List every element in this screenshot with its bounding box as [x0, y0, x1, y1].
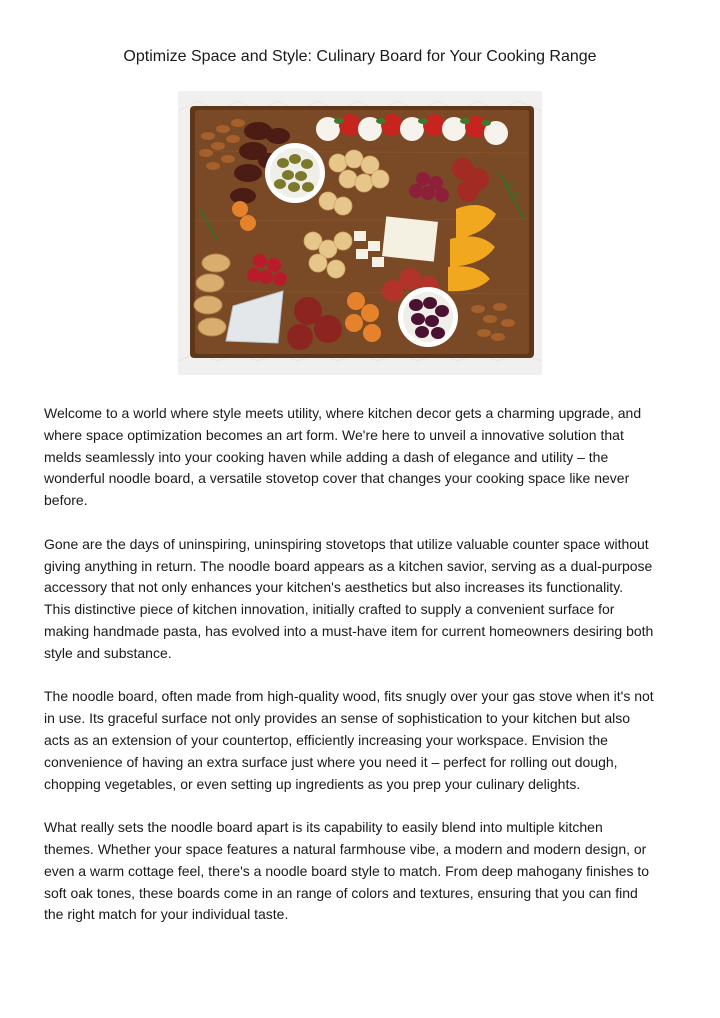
- paragraph-line: What really sets the noodle board apart is its capability to easily blend into multiple kitchen: [44, 819, 603, 836]
- paragraph-line: wonderful noodle board, a versatile stovetop cover that changes your cooking space like never: [44, 470, 630, 487]
- paragraph-line: even a warm cottage feel, there's a noodle board style to match. From deep mahogany finishes to: [44, 862, 650, 879]
- paragraph-line: giving anything in return. The noodle board appears as a kitchen savior, serving as a dual-purpose: [44, 557, 653, 574]
- paragraph-line: acts as an extension of your countertop, efficiently increasing your workspace. Envision the: [44, 731, 608, 748]
- article-body: [44, 403, 684, 948]
- page-title: Optimize Space and Style: Culinary Board for Your Cooking Range: [123, 48, 597, 65]
- paragraph-line: Welcome to a world where style meets utility, where kitchen decor gets a charming upgrade, and: [44, 405, 642, 421]
- paragraph-line: in use. Its graceful surface not only provides an sense of sophistication to your kitchen but also: [44, 710, 630, 727]
- paragraph-line: style and substance.: [44, 644, 172, 661]
- paragraph: [44, 403, 684, 512]
- paragraph-line: soft oak tones, these boards come in an range of colors and textures, ensuring that you can find: [44, 884, 638, 901]
- paragraph-line: before.: [44, 492, 88, 509]
- paragraph-line: themes. Whether your space features a natural farmhouse vibe, a modern and modern design, or: [44, 840, 647, 857]
- paragraph-line: Gone are the days of uninspiring, uninspiring stovetops that utilize valuable counter space without: [44, 535, 649, 552]
- paragraph: [44, 534, 684, 665]
- charcuterie-board-illustration: [178, 91, 542, 375]
- paragraph-line: convenience of having an extra surface just where you need it – perfect for rolling out dough,: [44, 753, 618, 770]
- paragraph-line: This distinctive piece of kitchen innovation, initially crafted to supply a convenient surface for: [44, 601, 615, 618]
- paragraph-line: chopping vegetables, or even setting up ingredients as you prep your culinary delights.: [44, 775, 581, 792]
- paragraph: [44, 686, 684, 795]
- paragraph-line: melds seamlessly into your cooking haven while adding a dash of elegance and utility – the: [44, 448, 609, 465]
- charcuterie-board-photo: [178, 91, 542, 375]
- paragraph-line: where space optimization becomes an art form. We're here to unveil a innovative solution that: [44, 426, 624, 443]
- paragraph: [44, 817, 684, 926]
- paragraph-line: making handmade pasta, has evolved into a must-have item for current homeowners desiring both: [44, 622, 654, 639]
- paragraph-line: the right match for your individual taste.: [44, 906, 289, 923]
- paragraph-line: accessory that not only enhances your kitchen's aesthetics but also increases its functionality.: [44, 579, 624, 596]
- paragraph-line: The noodle board, often made from high-quality wood, fits snugly over your gas stove when it's not: [44, 688, 654, 705]
